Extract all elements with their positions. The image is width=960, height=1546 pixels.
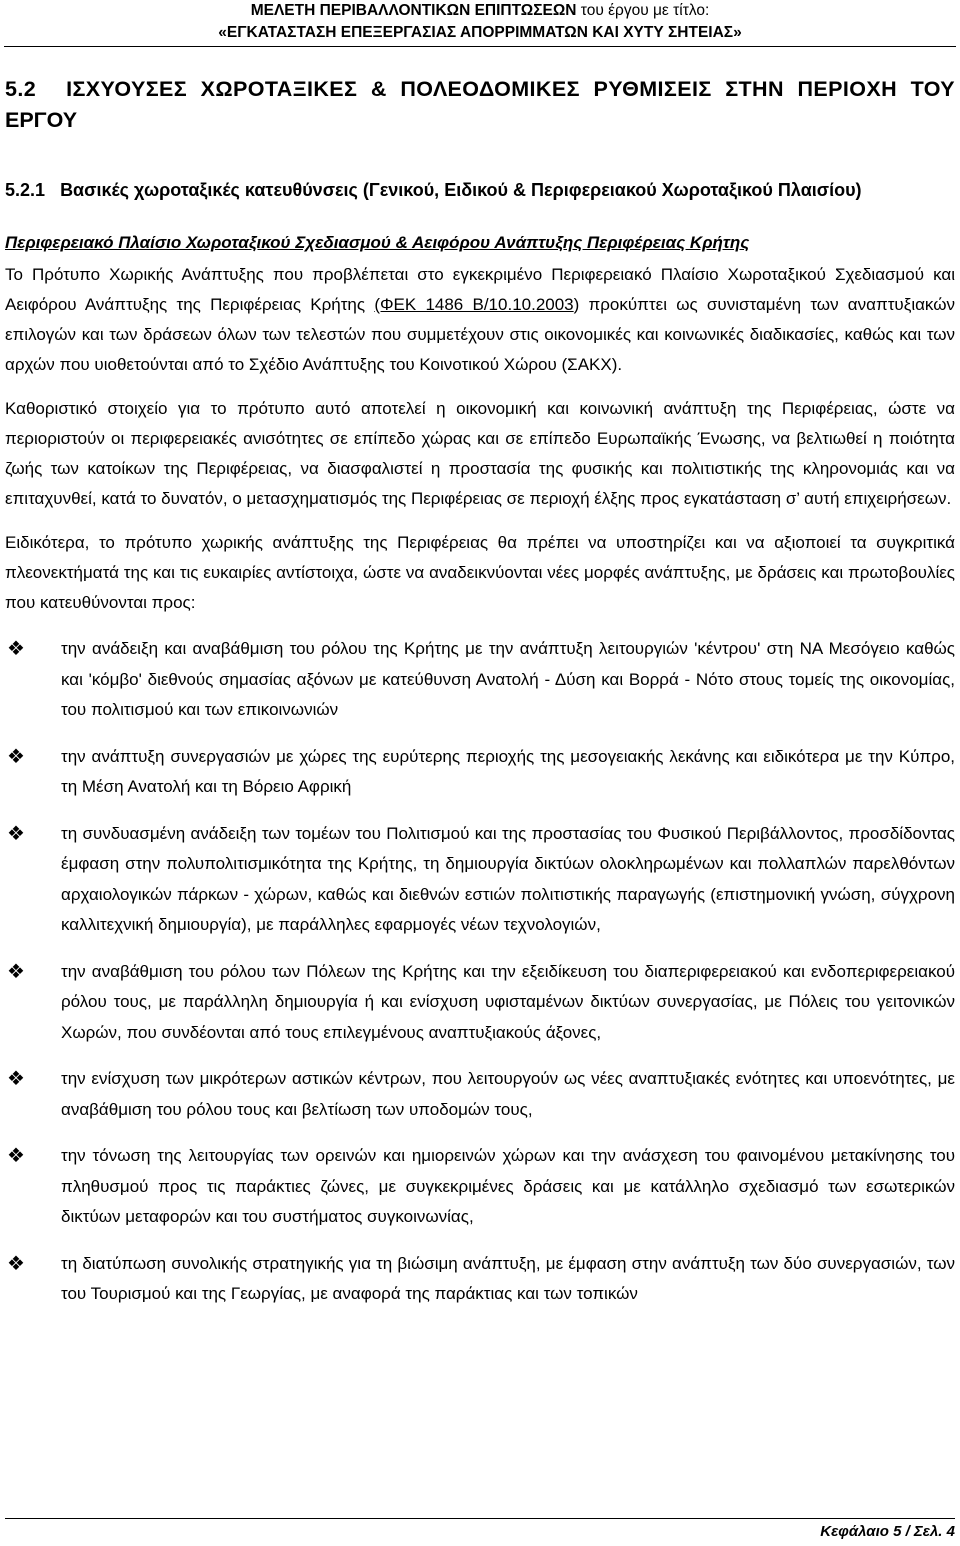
framework-subheading: Περιφερειακό Πλαίσιο Χωροταξικού Σχεδιασμού & Αειφόρου Ανάπτυξης Περιφέρειας Κρήτης	[5, 233, 750, 252]
list-item-text: την ανάδειξη και αναβάθμιση του ρόλου της Κρήτης με την ανάπτυξη λειτουργιών 'κέντρου' στη ΝΑ Μεσόγειο καθώς και 'κόμβο' διεθνούς σημασίας αξόνων με κατεύθυνση Ανατολή - Δύση και Βορρά - Νότο στους τομείς της οικονομίας, του πολιτισμού και των επικοινωνιών	[61, 639, 955, 719]
section-heading	[5, 74, 955, 105]
diamond-bullet-icon: ❖	[7, 1145, 25, 1167]
paragraph-2: Καθοριστικό στοιχείο για το πρότυπο αυτό αποτελεί η οικονομική και κοινωνική ανάπτυξη της Περιφέρειας, ώστε να περιοριστούν οι περιφερειακές ανισότητες σε επίπεδο χώρας και σε επίπεδο Ευρωπαϊκής Ένωσης, να βελτιωθεί η ποιότητα ζωής των κατοίκων της Περιφέρειας, να διασφαλιστεί η προστασία της φυσικής και πολιτιστικής της κληρονομιάς και να επιταχυνθεί, κατά το δυνατόν, ο μετασχηματισμός της Περιφέρειας σε περιοχή έλξης προς εγκατάσταση σ’ αυτή επιχειρήσεων.	[5, 399, 955, 508]
list-item	[5, 1141, 955, 1233]
study-title-suffix: του έργου με τίτλο:	[576, 2, 710, 19]
section-title-line-1: ΙΣΧΥΟΥΣΕΣ ΧΩΡΟΤΑΞΙΚΕΣ & ΠΟΛΕΟΔΟΜΙΚΕΣ ΡΥΘΜΙΣΕΙΣ ΣΤΗΝ ΠΕΡΙΟΧΗ ΤΟΥ	[66, 77, 955, 101]
list-item-text: την ανάπτυξη συνεργασιών με χώρες της ευρύτερης περιοχής της μεσογειακής λεκάνης και ειδικότερα με την Κύπρο, τη Μέση Ανατολή και τη Βόρειο Αφρική	[61, 746, 955, 796]
list-item	[5, 1064, 955, 1125]
diamond-bullet-icon: ❖	[7, 1068, 25, 1090]
list-item	[5, 957, 955, 1049]
list-item	[5, 742, 955, 803]
directions-list	[5, 634, 955, 1310]
diamond-bullet-icon: ❖	[7, 1252, 25, 1275]
subsection-number: 5.2.1	[5, 180, 46, 200]
list-item-text: τη διατύπωση συνολικής στρατηγικής για τη βιώσιμη ανάπτυξη, με έμφαση στην ανάπτυξη των δύο συνεργασιών, των του Τουρισμού και της Γεωργίας, με αναφορά της παράκτιας και των τοπικών	[61, 1253, 955, 1303]
study-title: ΜΕΛΕΤΗ ΠΕΡΙΒΑΛΛΟΝΤΙΚΩΝ ΕΠΙΠΤΩΣΕΩΝ	[250, 2, 577, 19]
list-item	[5, 634, 955, 726]
paragraph-3: Ειδικότερα, το πρότυπο χωρικής ανάπτυξης της Περιφέρειας θα πρέπει να υποστηρίζει και να αξιοποιεί τα συγκριτικά πλεονεκτήματά της και τις ευκαιρίες αντίστοιχα, ώστε να αναδεικνύονται νέες μορφές ανάπτυξης, με δράσεις και πρωτοβουλίες που κατευθύνονται προς:	[5, 533, 955, 612]
page-footer	[5, 1518, 955, 1540]
paragraph-1-end: ) προκύπτει ως συνισταμένη των αναπτυξιακών επιλογών και των δράσεων όλων των τελεστών που συμμετέχουν στις οικονομικές και κοινωνικές διαδικασίες, καθώς και των αρχών που υιοθετούνται από το Σχέδιο Ανάπτυξης του Κοινοτικού Χώρου (ΣΑΚΧ).	[5, 295, 955, 374]
page-number: Κεφάλαιο 5 / Σελ. 4	[820, 1523, 955, 1540]
list-item-text: την αναβάθμιση του ρόλου των Πόλεων της Κρήτης και την εξειδίκευση του διαπεριφερειακού και ενδοπεριφερειακού ρόλου τους, με παράλληλη δημιουργία ή και ενίσχυση υφισταμένων δικτύων συνεργασίας, με Πόλεις του γειτονικών Χωρών, που συνδέονται από τους επιλεγμένους αναπτυξιακούς άξονες,	[61, 961, 955, 1042]
list-item-text: τη συνδυασμένη ανάδειξη των τομέων του Πολιτισμού και της προστασίας του Φυσικού Περιβάλλοντος, προσδίδοντας έμφαση στην πολυπολιτισμικότητα της Κρήτης, τη δημιουργία δικτύων ολοκληρωμένων και πολλαπλών παρελθόντων αρχαιολογικών πάρκων - χώρων, καθώς και διεθνών εστιών πολιτιστικής παραγωγής (επιστημονική γνώση, σύγχρονη καλλιτεχνική δημιουργία), με παράλληλες εφαρμογές νέων τεχνολογιών,	[61, 823, 955, 934]
list-item	[5, 819, 955, 941]
section-number: 5.2	[5, 77, 37, 101]
header-line-1	[4, 0, 956, 22]
fek-reference: (ΦΕΚ 1486 Β/10.10.2003	[374, 295, 574, 314]
paragraph-1-start: Το Πρότυπο Χωρικής Ανάπτυξης που προβλέπεται στο εγκεκριμένο Περιφερειακό Πλαίσιο Χωροταξικού Σχεδιασμού και Αειφόρου Ανάπτυξης της Περιφέρειας Κρήτης	[5, 265, 955, 314]
list-item-text: την ενίσχυση των μικρότερων αστικών κέντρων, που λειτουργούν ως νέες αναπτυξιακές ενότητες και υποενότητες, με αναβάθμιση του ρόλου τους και βελτίωση των υποδομών τους,	[61, 1069, 955, 1119]
diamond-bullet-icon: ❖	[7, 960, 25, 983]
diamond-bullet-icon: ❖	[7, 822, 25, 845]
list-item-text: την τόνωση της λειτουργίας των ορεινών και ημιορεινών χώρων και την ανάσχεση του φαινομένου μετακίνησης του πληθυσμού προς τις παράκτιες ζώνες, με συγκεκριμένες δράσεις και με κατάλληλο σχεδιασμό των εσωτερικών δικτύων μεταφορών και του συστήματος συγκοινωνίας,	[61, 1146, 955, 1226]
subsection-heading	[5, 176, 955, 205]
list-item	[5, 1249, 955, 1310]
document-header	[4, 0, 956, 47]
subsection-title: Βασικές χωροταξικές κατευθύνσεις (Γενικού, Ειδικού & Περιφερειακού Χωροταξικού Πλαισίου)	[60, 180, 862, 200]
page-content	[5, 74, 955, 1326]
section-title-line-2: ΕΡΓΟΥ	[5, 108, 78, 132]
diamond-bullet-icon: ❖	[7, 638, 25, 660]
paragraph-1	[5, 260, 955, 380]
diamond-bullet-icon: ❖	[7, 745, 25, 768]
project-title: «ΕΓΚΑΤΑΣΤΑΣΗ ΕΠΕΞΕΡΓΑΣΙΑΣ ΑΠΟΡΡΙΜΜΑΤΩΝ ΚΑΙ ΧΥΤΥ ΣΗΤΕΙΑΣ»	[218, 24, 742, 41]
